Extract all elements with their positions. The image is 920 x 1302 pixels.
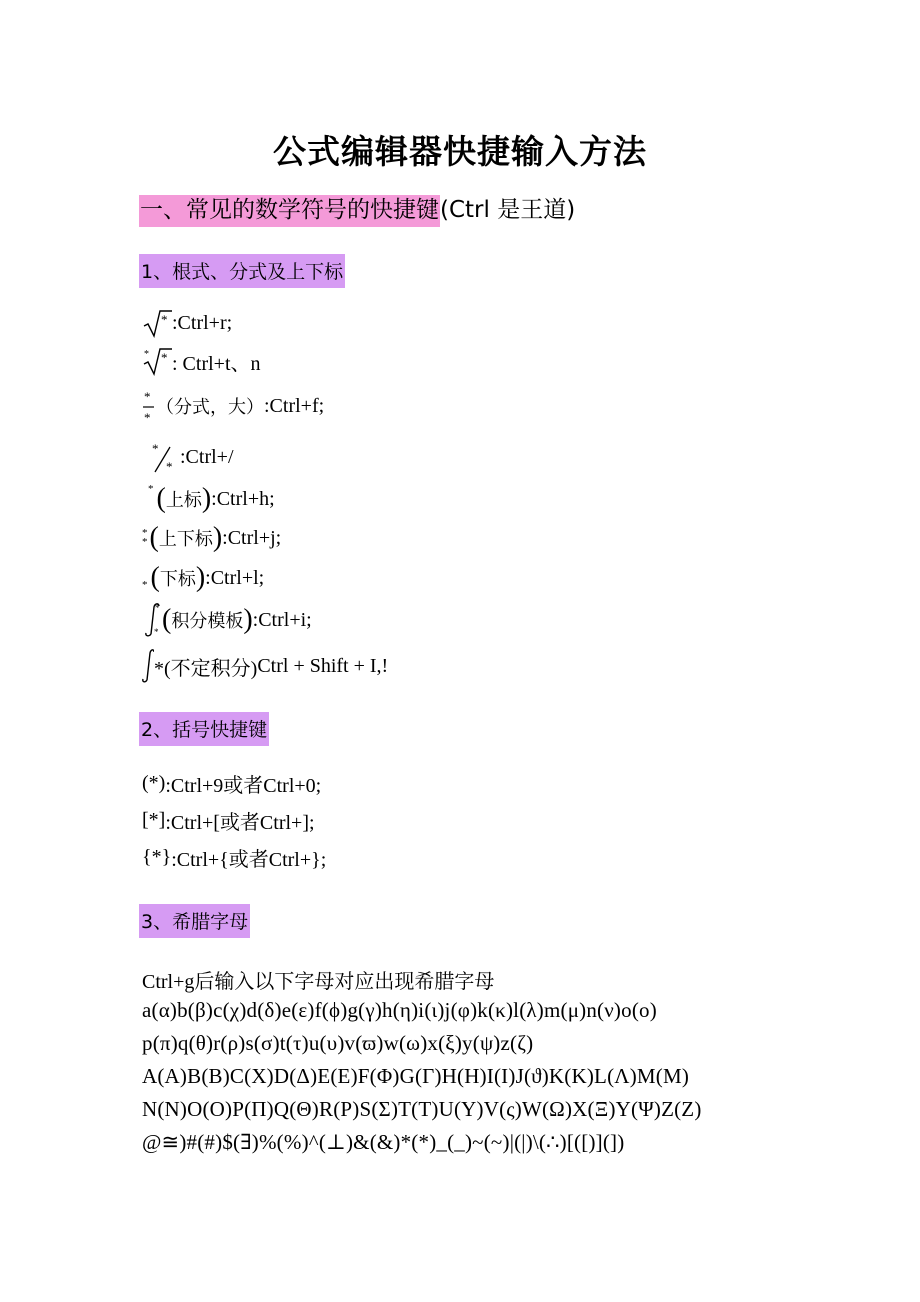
svg-text:*: * (166, 459, 173, 474)
shortcut-square-brackets (142, 803, 315, 837)
greek-line: a(α)b(β)c(χ)d(δ)e(ε)f(ϕ)g(γ)h(η)i(ι)j(φ)k(κ)l(λ)m(μ)n(ν)o(ο) (142, 998, 657, 1022)
svg-text:*: * (144, 389, 151, 404)
shortcut-fraction (142, 389, 324, 423)
shortcut-super-subscript: * * ( 上下标 ) :Ctrl+j; (142, 522, 282, 553)
shortcut-label: :Ctrl+r; (172, 311, 233, 334)
shortcut-curly-braces (142, 840, 326, 874)
svg-text:*: * (154, 627, 159, 637)
subheading-brackets: 2、括号快捷键 (139, 712, 269, 746)
subheading-radicals: 1、根式、分式及上下标 (139, 254, 345, 288)
shortcut-indefinite-integral (142, 649, 388, 683)
shortcut-label: :Ctrl+j; (222, 526, 282, 549)
shortcut-integral-template: * * ( 积分模板 ) :Ctrl+i; (142, 603, 312, 637)
shortcut-superscript: * ( 上标 ) :Ctrl+h; (148, 483, 275, 514)
sqrt-icon (142, 308, 172, 338)
shortcut-nth-root (142, 344, 261, 378)
section-heading-highlight: 一、常见的数学符号的快捷键 (139, 195, 440, 227)
shortcut-label: :Ctrl+i; (252, 608, 312, 631)
svg-text:*: * (161, 312, 168, 327)
bracket-symbol: {*} (142, 845, 172, 868)
shortcut-label: : Ctrl+t、n (172, 352, 261, 375)
shortcut-parentheses (142, 766, 321, 800)
shortcut-desc: 下标 (159, 569, 196, 590)
shortcut-label: :Ctrl+l; (205, 566, 265, 589)
bracket-symbol: [*] (142, 808, 166, 831)
shortcut-label: :Ctrl+/ (180, 445, 234, 468)
shortcut-desc: 上下标 (158, 529, 213, 550)
shortcut-label: :Ctrl+{或者Ctrl+}; (171, 848, 327, 871)
greek-line: p(π)q(θ)r(ρ)s(σ)t(τ)u(υ)v(ϖ)w(ω)x(ξ)y(ψ)z(ζ) (142, 1031, 534, 1055)
greek-line: @≅)#(#)$(∃)%(%)^(⊥)&(&)*(*)_(_)~(~)|(|)\(∴)[([)](]) (142, 1130, 625, 1154)
slash-fraction-icon (142, 439, 180, 475)
shortcut-slash-fraction (142, 440, 234, 474)
shortcut-label: :Ctrl+f; (264, 394, 325, 417)
section-heading-rest: (Ctrl 是王道) (440, 197, 576, 223)
greek-line: A(Α)B(Β)C(Χ)D(Δ)E(Ε)F(Φ)G(Γ)H(Η)I(Ι)J(ϑ)K(Κ)L(Λ)M(Μ) (142, 1064, 690, 1088)
svg-text:*: * (155, 603, 160, 613)
shortcut-sqrt (142, 306, 232, 340)
page-title: 公式编辑器快捷输入方法 (273, 132, 647, 171)
shortcut-label: Ctrl + Shift + I,! (257, 654, 389, 677)
greek-line: N(Ν)O(Ο)P(Π)Q(Θ)R(Ρ)S(Σ)T(Τ)U(Υ)V(ς)W(Ω)X(Ξ)Y(Ψ)Z(Ζ) (142, 1097, 702, 1121)
shortcut-desc: （分式，大） (156, 397, 264, 418)
section-heading (139, 191, 575, 224)
svg-text:*: * (144, 410, 151, 425)
subheading-greek: 3、希腊字母 (139, 904, 250, 938)
svg-text:*: * (144, 349, 149, 360)
integral-icon (142, 648, 154, 684)
integral-icon (142, 602, 162, 638)
shortcut-subscript: * ( 下标 ) :Ctrl+l; (142, 562, 265, 593)
shortcut-label: :Ctrl+h; (211, 487, 275, 510)
shortcut-label: :Ctrl+[或者Ctrl+]; (165, 811, 315, 834)
nth-root-icon (142, 346, 172, 376)
shortcut-label: :Ctrl+9或者Ctrl+0; (165, 774, 322, 797)
shortcut-desc: *(不定积分) (154, 657, 258, 680)
greek-intro: Ctrl+g后输入以下字母对应出现希腊字母 (142, 970, 495, 993)
fraction-icon (142, 389, 156, 429)
bracket-symbol: (*) (142, 771, 166, 794)
svg-text:*: * (161, 350, 168, 365)
shortcut-desc: 上标 (165, 490, 202, 511)
svg-text:*: * (152, 441, 159, 456)
shortcut-desc: 积分模板 (171, 611, 244, 632)
